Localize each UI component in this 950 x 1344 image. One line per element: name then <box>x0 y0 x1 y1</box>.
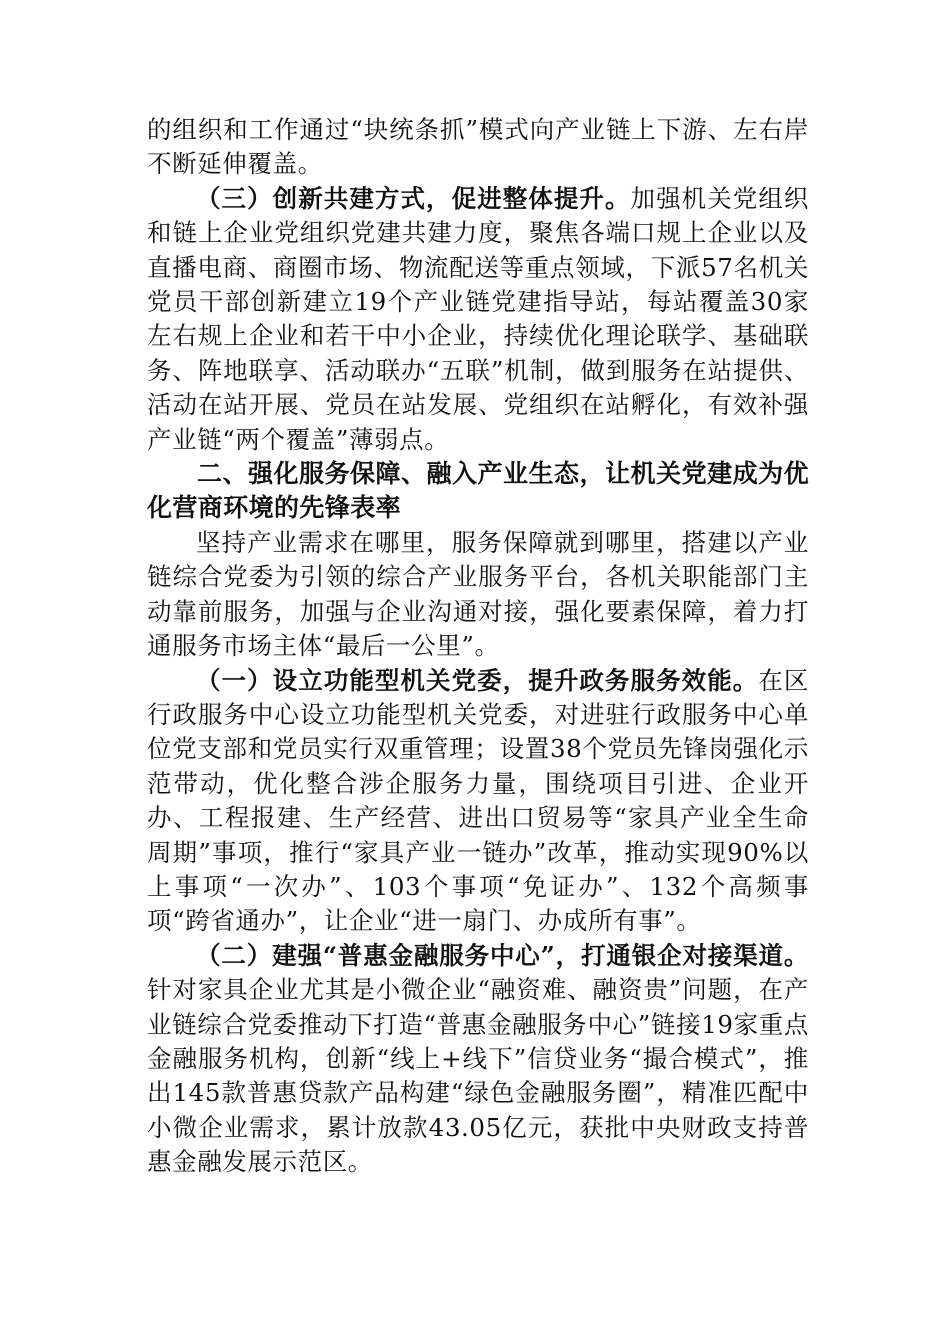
paragraph-text: 坚持产业需求在哪里，服务保障就到哪里，搭建以产业链综合党委为引领的综合产业服务平台，各机关职能部门主动靠前服务，加强与企业沟通对接，强化要素保障，着力打通服务市场主体“最后一公里”。 <box>147 527 809 661</box>
paragraph-section-2 <box>147 939 809 1180</box>
paragraph-section-3 <box>147 182 809 457</box>
paragraph-text: 加强机关党组织和链上企业党组织党建共建力度，聚焦各端口规上企业以及直播电商、商圈市场、物流配送等重点领域，下派57名机关党员干部创新建立19个产业链党建指导站，每站覆盖30家左右规上企业和若干中小企业，持续优化理论联学、基础联务、阵地联享、活动联办“五联”机制，做到服务在站提供、活动在站开展、党员在站发展、党组织在站孵化，有效补强产业链“两个覆盖”薄弱点。 <box>147 183 809 454</box>
paragraph-text: 在区行政服务中心设立功能型机关党委，对进驻行政服务中心单位党支部和党员实行双重管理；设置38个党员先锋岗强化示范带动，优化整合涉企服务力量，围绕项目引进、企业开办、工程报建、生产经营、进出口贸易等“家具产业全生命周期”事项，推行“家具产业一链办”改革，推动实现90%以上事项“一次办”、103个事项“免证办”、132个高频事项“跨省通办”，让企业“进一扇门、办成所有事”。 <box>147 665 810 936</box>
paragraph-lead: （二）建强“普惠金融服务中心”，打通银企对接渠道。 <box>196 940 809 970</box>
document-body <box>147 113 809 1180</box>
paragraph-text: 针对家具企业尤其是小微企业“融资难、融资贵”问题，在产业链综合党委推动下打造“普惠金融服务中心”链接19家重点金融服务机构，创新“线上+线下”信贷业务“撮合模式”，推出145款普惠贷款产品构建“绿色金融服务圈”，精准匹配中小微企业需求，累计放款43.05亿元，获批中央财政支持普惠金融发展示范区。 <box>147 975 809 1177</box>
paragraph-intro <box>147 526 809 664</box>
paragraph-section-1 <box>147 664 809 939</box>
section-heading-2: 二、强化服务保障、融入产业生态，让机关党建成为优化营商环境的先锋表率 <box>147 459 809 523</box>
paragraph-lead: （一）设立功能型机关党委，提升政务服务效能。 <box>196 665 759 695</box>
paragraph-lead: （三）创新共建方式，促进整体提升。 <box>196 183 631 213</box>
paragraph-continuation <box>147 113 809 182</box>
paragraph-text: 的组织和工作通过“块统条抓”模式向产业链上下游、左右岸不断延伸覆盖。 <box>147 115 809 179</box>
